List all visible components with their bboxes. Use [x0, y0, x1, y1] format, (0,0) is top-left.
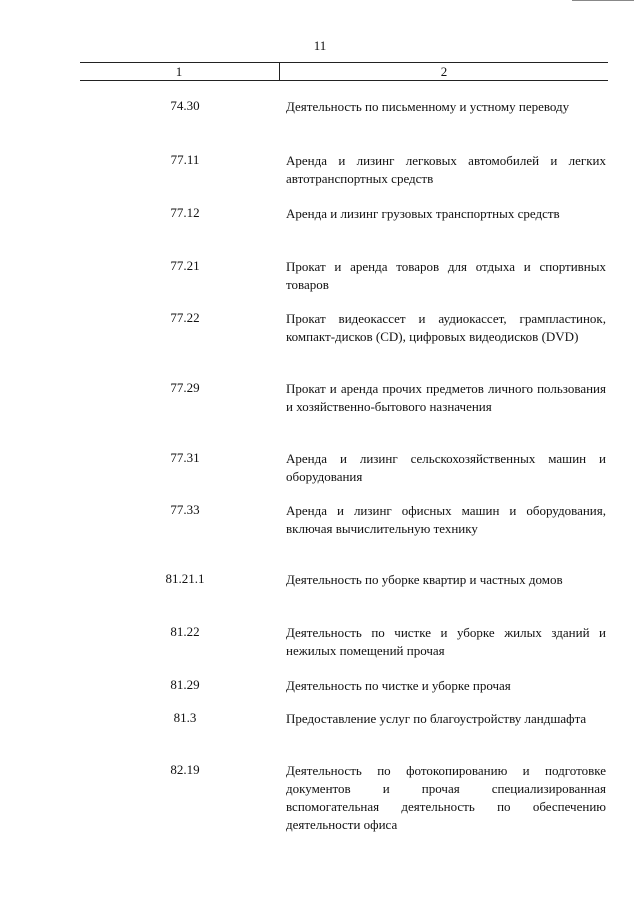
- row-code: 77.33: [170, 502, 200, 517]
- row-description: Деятельность по фотокопированию и подготовке документов и прочая специализированная вспомогательная деятельность по обеспечению деятельности офиса: [286, 763, 606, 832]
- row-code: 77.21: [170, 258, 200, 273]
- row-description: Предоставление услуг по благоустройству ландшафта: [286, 711, 587, 726]
- row-code: 77.12: [170, 205, 200, 220]
- row-code: 81.3: [173, 710, 197, 725]
- corner-mark: [572, 0, 634, 4]
- header-bottom-rule: [80, 80, 608, 81]
- row-description: Деятельность по чистке и уборке жилых зданий и нежилых помещений прочая: [286, 625, 606, 658]
- table-header: [80, 62, 608, 82]
- row-description: Аренда и лизинг сельскохозяйственных машин и оборудования: [286, 451, 606, 484]
- page-number: 11: [313, 38, 327, 53]
- row-description: Аренда и лизинг легковых автомобилей и легких автотранспортных средств: [286, 153, 606, 186]
- row-code: 77.11: [170, 152, 200, 167]
- header-top-rule: [80, 62, 608, 63]
- row-description: Прокат видеокассет и аудиокассет, грампластинок, компакт-дисков (CD), цифровых видеодисков (DVD): [286, 311, 606, 344]
- row-description: Аренда и лизинг офисных машин и оборудования, включая вычислительную технику: [286, 503, 606, 536]
- row-description: Прокат и аренда товаров для отдыха и спортивных товаров: [286, 259, 606, 292]
- row-code: 77.29: [170, 380, 200, 395]
- row-description: Аренда и лизинг грузовых транспортных средств: [286, 206, 560, 221]
- row-code: 77.22: [170, 310, 200, 325]
- row-code: 74.30: [170, 98, 200, 113]
- row-description: Деятельность по уборке квартир и частных домов: [286, 572, 563, 587]
- row-description: Прокат и аренда прочих предметов личного пользования и хозяйственно-бытового назначения: [286, 381, 606, 414]
- row-code: 81.21.1: [165, 571, 205, 586]
- row-description: Деятельность по чистке и уборке прочая: [286, 678, 511, 693]
- row-code: 82.19: [170, 762, 200, 777]
- header-col-1: 1: [175, 64, 183, 79]
- row-description: Деятельность по письменному и устному переводу: [286, 99, 570, 114]
- row-code: 81.22: [170, 624, 200, 639]
- row-code: 81.29: [170, 677, 200, 692]
- row-code: 77.31: [170, 450, 200, 465]
- header-col-2: 2: [440, 64, 448, 79]
